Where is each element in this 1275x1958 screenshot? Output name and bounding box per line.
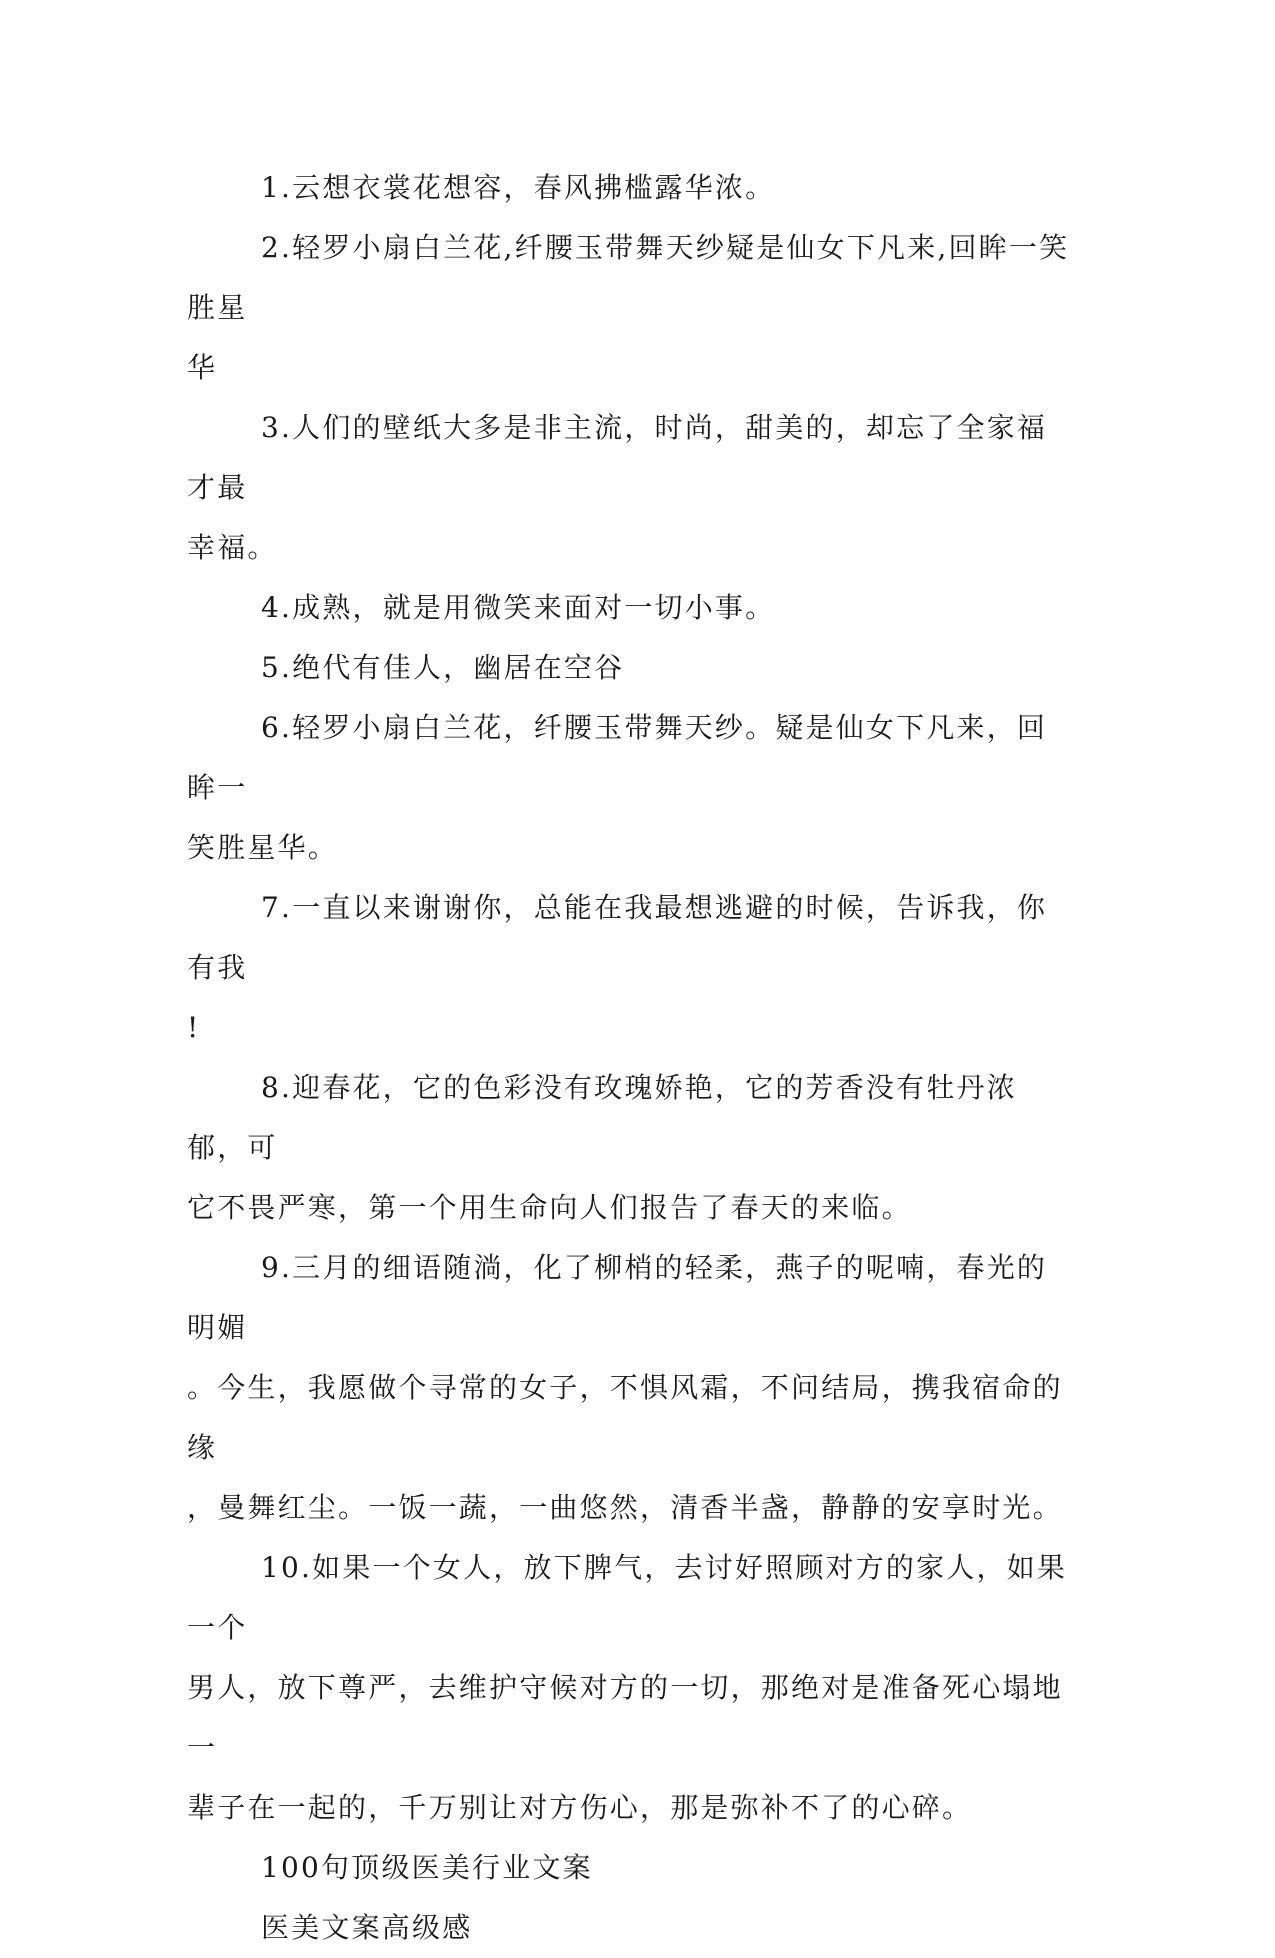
paragraph-2: 2.轻罗小扇白兰花,纤腰玉带舞天纱疑是仙女下凡来,回眸一笑胜星 华: [187, 231, 1070, 384]
paragraph-10: 10.如果一个女人，放下脾气，去讨好照顾对方的家人，如果一个 男人，放下尊严，去维护守候对方的一切，那绝对是准备死心塌地一 辈子在一起的，千万别让对方伤心，那是弥补不了的心碎。: [187, 1551, 1068, 1824]
paragraph-5: 5.绝代有佳人，幽居在空谷: [261, 651, 625, 684]
heading-medical-beauty-copy: 100句顶级医美行业文案: [261, 1851, 593, 1884]
paragraph-4: 4.成熟，就是用微笑来面对一切小事。: [261, 591, 776, 624]
subheading-medical-beauty-copy: 医美文案高级感: [261, 1911, 473, 1944]
paragraph-1: 1.云想衣裳花想容，春风拂槛露华浓。: [261, 171, 776, 204]
paragraph-7: 7.一直以来谢谢你，总能在我最想逃避的时候，告诉我，你有我 !: [187, 891, 1048, 1044]
paragraph-9: 9.三月的细语随淌，化了柳梢的轻柔，燕子的呢喃，春光的明媚 。今生，我愿做个寻常的女子，不惧风霜，不问结局，携我宿命的缘 ，曼舞红尘。一饭一蔬，一曲悠然，清香半盏，静静的安享时光。: [187, 1251, 1063, 1524]
document-body: [187, 158, 1077, 1958]
paragraph-6: 6.轻罗小扇白兰花，纤腰玉带舞天纱。疑是仙女下凡来，回眸一 笑胜星华。: [187, 711, 1048, 864]
paragraph-3: 3.人们的壁纸大多是非主流，时尚，甜美的，却忘了全家福才最 幸福。: [187, 411, 1048, 564]
paragraph-8: 8.迎春花，它的色彩没有玫瑰娇艳，它的芳香没有牡丹浓郁，可 它不畏严寒，第一个用生命向人们报告了春天的来临。: [187, 1071, 1017, 1224]
